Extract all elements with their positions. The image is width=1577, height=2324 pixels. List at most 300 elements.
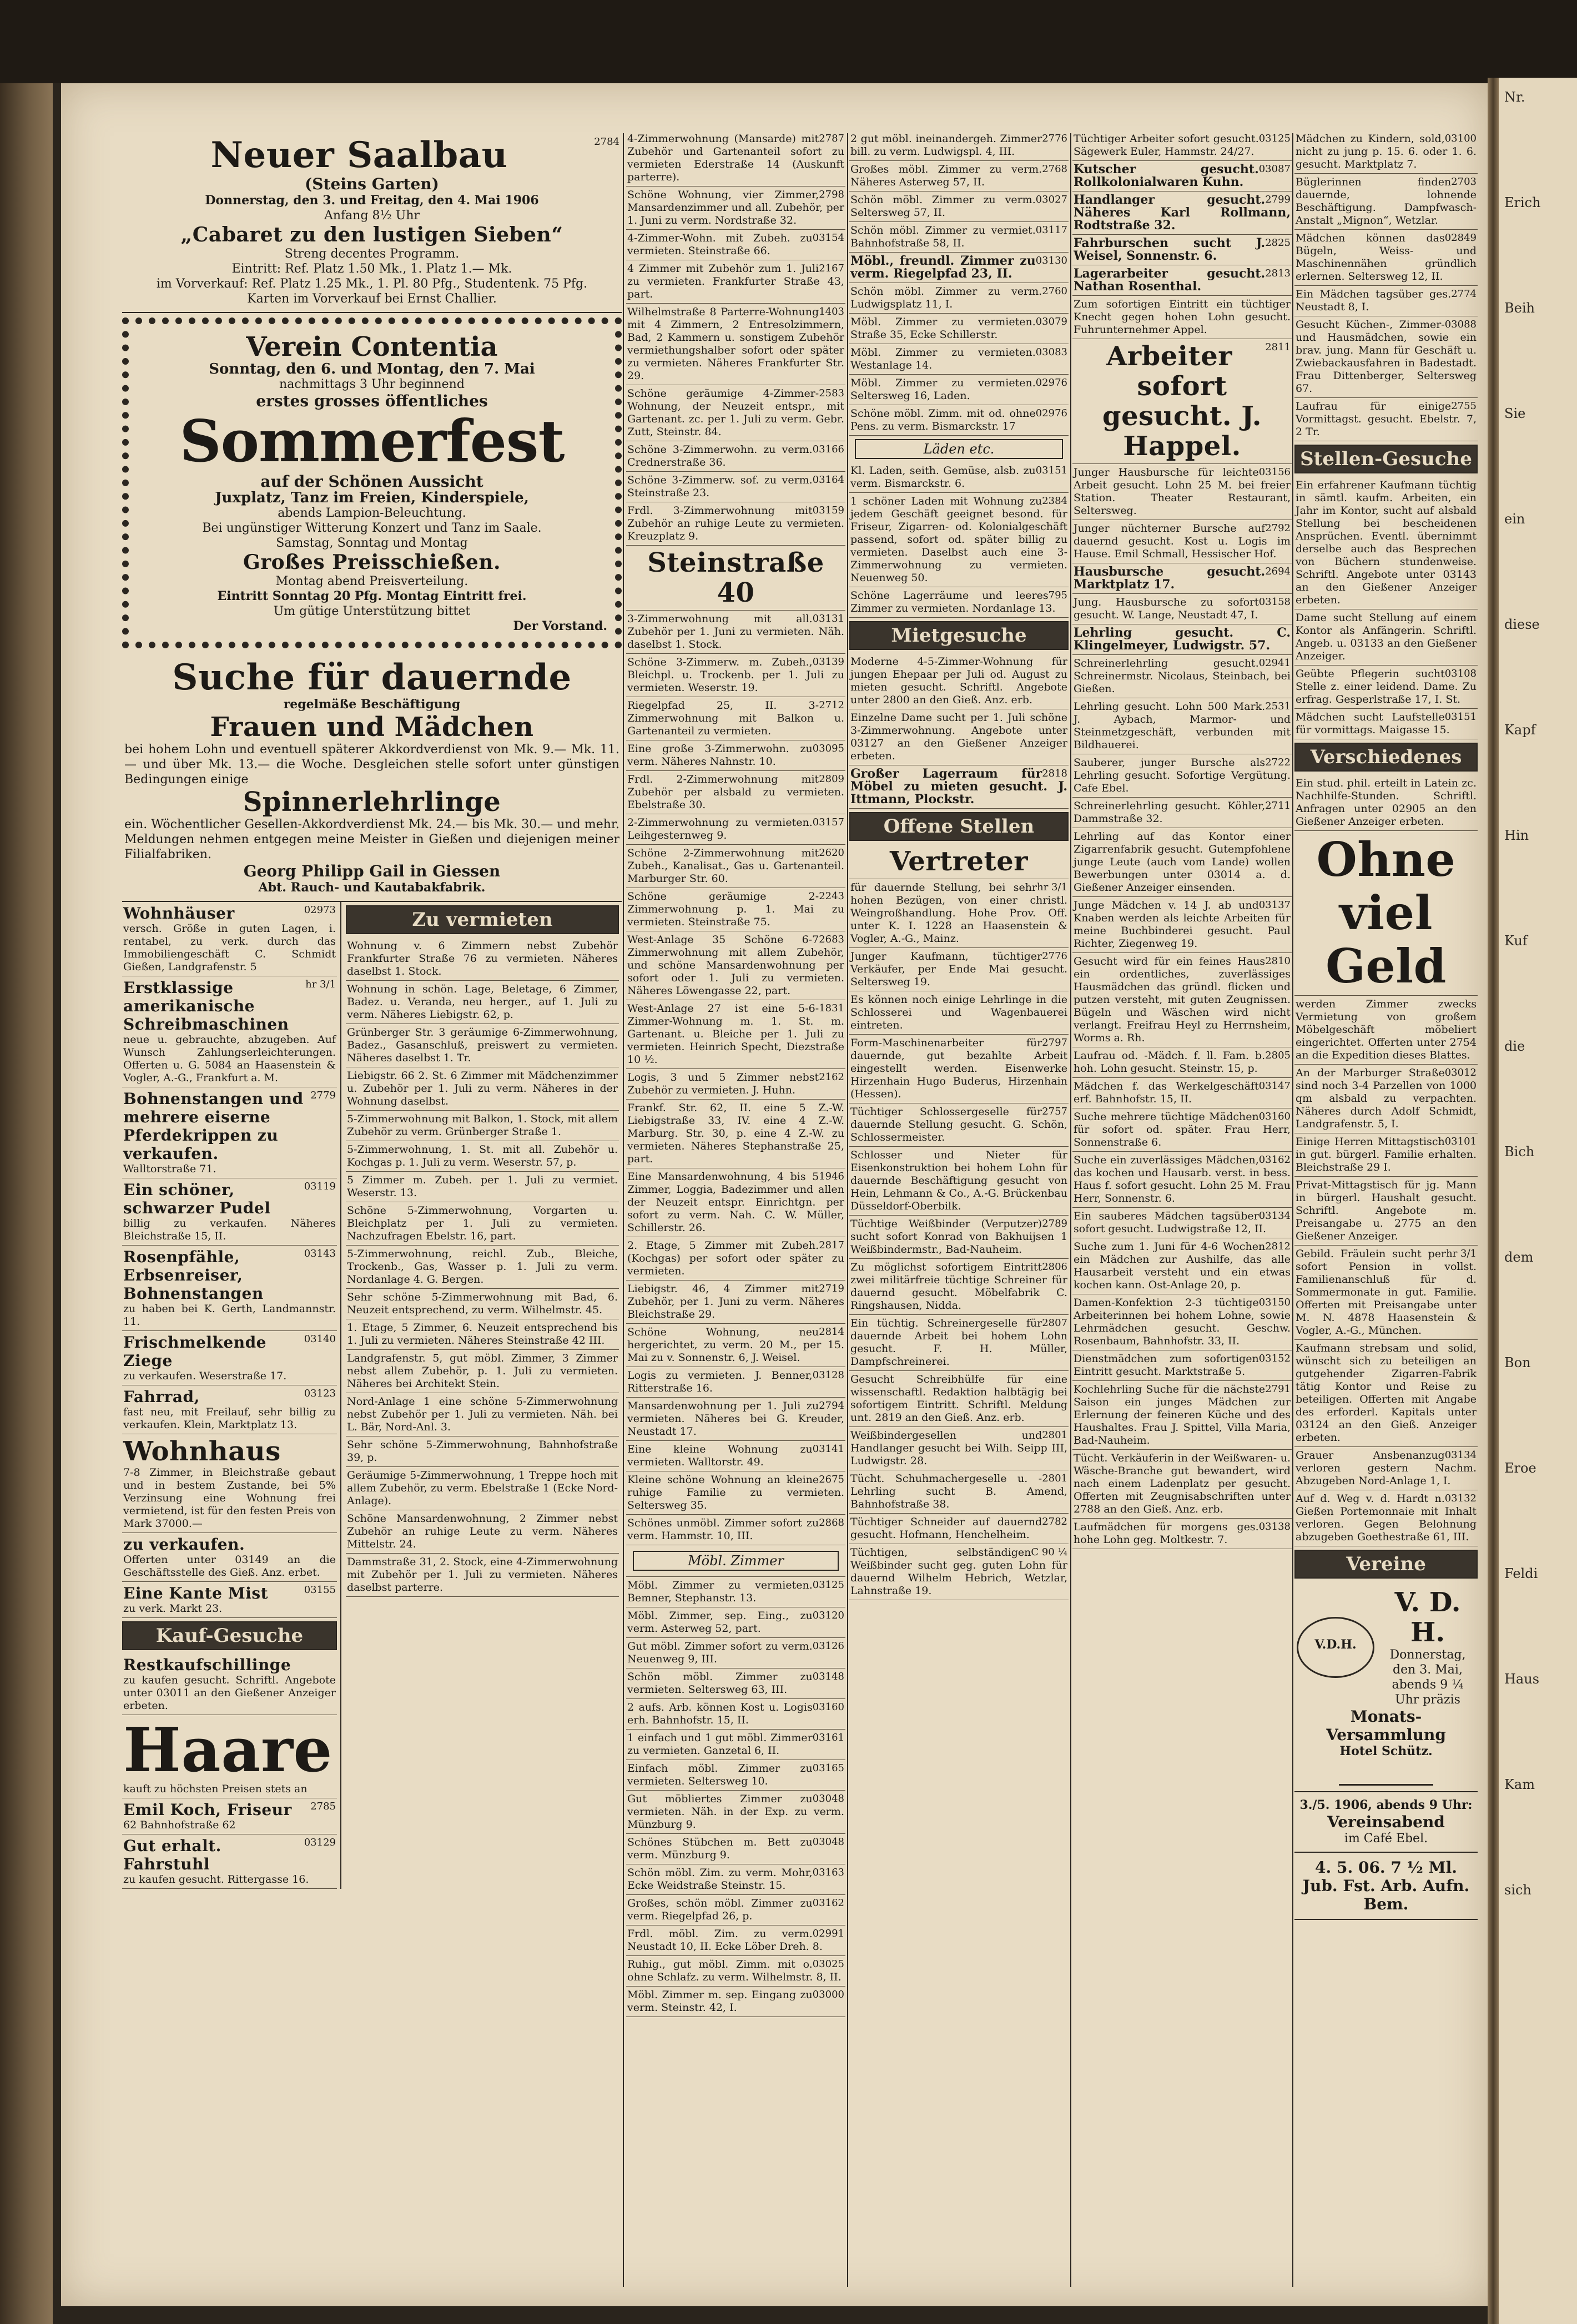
ad-text: Eine kleine Wohnung zu vermieten. Walltorstr. 49. [627, 1443, 813, 1468]
ad-number: 2694 [1265, 566, 1291, 577]
ad-text: Dienstmädchen zum sofortigen Eintritt gesucht. Marktstraße 5. [1074, 1353, 1259, 1378]
classified-ad [122, 1582, 337, 1618]
next-page-fragment [1499, 78, 1577, 2324]
classified-ad [626, 1607, 845, 1638]
classified-ad [1294, 1133, 1478, 1177]
classified-ad [1294, 775, 1478, 831]
ad-text: Gut möbliertes Zimmer zu vermieten. Näh. in der Exp. zu verm. Münzburg 9. [627, 1793, 844, 1831]
next-page-word: Eroe [1504, 1460, 1536, 1476]
ad-text: fast neu, mit Freilauf, sehr billig zu verkaufen. Klein, Marktplatz 13. [123, 1406, 336, 1431]
classified-ad [1072, 1108, 1292, 1152]
classified-ad [346, 1510, 619, 1554]
ad-number: 03157 [812, 816, 844, 828]
vereinsabend-ad [1294, 1792, 1478, 1853]
ad-number: 2683 [819, 934, 844, 945]
ad-text: neue u. gebrauchte, abzugeben. Auf Wunsch Zahlungserleichterungen. Offerten u. G. 5084 an Haasenstein & Vogler, A.-G., Frankfurt a. M. [123, 1034, 336, 1084]
classified-ad [1294, 1246, 1478, 1340]
classified-ad [849, 1315, 1069, 1371]
classified-ad [849, 1470, 1069, 1514]
ad-number: 2792 [1265, 522, 1291, 534]
ad-number: 03100 [1444, 133, 1477, 144]
ad-text: Fahrburschen sucht J. Weisel, Sonnenstr. 6. [1074, 236, 1266, 263]
ad-text: Schön möbl. Zimmer zu vermieten. Seltersweg 63, III. [627, 1671, 813, 1696]
ad-text: 1. Etage, 5 Zimmer, 6. Neuzeit entsprechend bis 1. Juli zu vermieten. Näheres Steinstraße 42 III. [347, 1322, 618, 1347]
next-page-word: Kapf [1504, 722, 1536, 738]
classified-ad [1072, 161, 1292, 191]
ad-number: 2703 [1451, 176, 1477, 188]
ad-text: Schöne möbl. Zimm. mit od. ohne Pens. zu verm. Bismarckstr. 17 [850, 407, 1036, 432]
classified-ad [626, 931, 845, 1000]
jub-date: 4. 5. 06. 7 ½ Ml. [1315, 1858, 1457, 1877]
classified-ad [849, 222, 1069, 253]
offene-stellen-banner: Offene Stellen [849, 812, 1069, 841]
ad-text: Suche ein zuverlässiges Mädchen, das kochen und Hausarb. verst. in bess. Haus f. sofort gesucht. Lohn 25 M. Frau Herr, Sonnenstr. 6. [1074, 1154, 1291, 1204]
ad-text: Schön möbl. Zim. zu verm. Mohr, Ecke Weidstraße Steinstr. 15. [627, 1867, 813, 1892]
ad-text: 4-Zimmer-Wohn. mit Zubeh. zu vermieten. Steinstraße 66. [627, 232, 813, 257]
ad-number: 03138 [1258, 1521, 1291, 1532]
ad-title: Haare [123, 1714, 332, 1786]
ad-number: 02941 [1258, 657, 1291, 669]
ad-text: Wohnung in schön. Lage, Beletage, 6 Zimmer, Badez. u. Veranda, neu herger., auf 1. Juli zu verm. Näheres Liebigstr. 62, p. [347, 983, 618, 1021]
classified-ad [626, 654, 845, 697]
ad-number: 03123 [304, 1388, 336, 1399]
classified-ad [1072, 1381, 1292, 1450]
column-rule [1070, 133, 1071, 2287]
classified-ad [1072, 624, 1292, 655]
vdh-title: V. D. H. [1394, 1587, 1461, 1648]
ad-text: 2 aufs. Arb. können Kost u. Logis erh. Bahnhofstr. 15, II. [627, 1701, 813, 1726]
vdh-text: Donnerstag, den 3. Mai, abends 9 ¼ Uhr präzis [1389, 1648, 1466, 1707]
classified-ad [626, 1545, 845, 1577]
saalbau-tickets: Karten im Vorverkauf bei Ernst Challier. [247, 292, 497, 306]
contentia-dates: Sonntag, den 6. und Montag, den 7. Mai [209, 361, 535, 377]
classified-ad [1072, 130, 1292, 161]
ad-number: 02973 [304, 904, 336, 916]
ad-text: Wohnung v. 6 Zimmern nebst Zubehör Frankfurter Straße 76 zu vermieten. Näheres daselbst 1. Stock. [347, 940, 618, 977]
ad-text: Logis, 3 und 5 Zimmer nebst Zubehör zu vermieten. J. Huhn. [627, 1071, 819, 1096]
ad-number: 03120 [812, 1610, 844, 1621]
classified-ad [626, 1100, 845, 1168]
classified-ad [122, 1533, 337, 1582]
kauf-gesuche-banner: Kauf-Gesuche [122, 1621, 337, 1650]
ad-number: 03027 [1035, 194, 1067, 205]
classified-ad [1294, 831, 1478, 996]
ad-number: 03000 [812, 1989, 844, 2000]
sommerfest-heading: Sommerfest [179, 407, 565, 475]
classified-ad [346, 1393, 619, 1436]
gail-dept: Abt. Rauch- und Kautabakfabrik. [258, 880, 486, 895]
ad-text: 2. Etage, 5 Zimmer mit Zubeh. (Kochgas) per sofort oder später zu vermieten. [627, 1239, 844, 1277]
classified-ad [626, 814, 845, 845]
ad-number: 03165 [812, 1762, 844, 1774]
ad-text: Mansardenwohnung per 1. Juli zu vermieten. Näheres bei G. Kreuder, Neustadt 17. [627, 1400, 844, 1438]
ad-text: Schön möbl. Zimmer zu vermiet. Bahnhofstraße 58, II. [850, 224, 1036, 249]
classified-ad [626, 1864, 845, 1895]
classified-ad [346, 1024, 619, 1067]
ad-text: 3-Zimmerwohnung mit all. Zubehör per 1. Juni zu vermieten. Näh. daselbst 1. Stock. [627, 613, 844, 651]
stellen-gesuche-list [1294, 477, 1478, 739]
ad-text: 62 Bahnhofstraße 62 [123, 1819, 236, 1831]
ad-text: Schön möbl. Zimmer zu verm. Ludwigsplatz 11, I. [850, 285, 1042, 310]
classified-ad [122, 1653, 337, 1715]
ad-number: 03137 [1258, 899, 1291, 911]
ad-text: 4-Zimmerwohnung (Mansarde) mit Zubehör und Gartenanteil sofort zu vermieten Ederstraße 14 (Auskunft parterre). [627, 133, 844, 183]
ad-title: Bohnenstangen und mehrere eiserne Pferdekrippen zu verkaufen. [123, 1090, 304, 1163]
ad-text: Tüchtiger Schneider auf dauernd gesucht. Hofmann, Henchelheim. [850, 1516, 1042, 1541]
classified-ad [849, 191, 1069, 222]
saalbau-prices: Eintritt: Ref. Platz 1.50 Mk., 1. Platz 1.— Mk. [231, 262, 512, 276]
saalbau-ad [122, 130, 622, 313]
ad-text: Hausbursche gesucht. Marktplatz 17. [1074, 564, 1266, 592]
ad-number: 03140 [304, 1333, 336, 1345]
classified-ad [1072, 191, 1292, 235]
ad-title: Ein schöner, schwarzer Pudel [123, 1181, 271, 1217]
classified-ad [626, 1638, 845, 1668]
classified-ad [626, 1895, 845, 1925]
ad-number: 03162 [1258, 1154, 1291, 1166]
classified-ad [1072, 698, 1292, 754]
ad-number: 2620 [819, 847, 844, 859]
ad-text: Einfach möbl. Zimmer zu vermieten. Seltersweg 10. [627, 1762, 813, 1787]
ad-text: Möbl. Zimmer m. sep. Eingang zu verm. Steinstr. 42, I. [627, 1989, 813, 2014]
ad-text: Privat-Mittagstisch für jg. Mann in bürgerl. Haushalt gesucht. Schriftl. Angebote m. Preisangabe u. 2775 an den Gießener Anzeiger. [1296, 1179, 1477, 1242]
ad-text: Tüchtiger Schlossergeselle für dauernde Stellung gesucht. G. Schön, Schlossermeister. [850, 1106, 1067, 1143]
ad-text: Es können noch einige Lehrlinge in die Schlosserei und Wagenbauerei eintreten. [850, 994, 1067, 1031]
ad-text: versch. Größe in guten Lagen, i. rentabel, zu verk. durch das Immobiliengeschäft C. Schmidt Gießen, Landgrafenstr. 5 [123, 922, 336, 973]
classified-ad [122, 902, 337, 976]
ad-text: Junger Hausbursche für leichte Arbeit gesucht. Lohn 25 M. bei freier Station. Theater Restaurant, Seltersweg. [1074, 466, 1291, 517]
ad-number: 03166 [812, 443, 844, 455]
ad-text: Grünberger Str. 3 geräumige 6-Zimmerwohnung, Badez., Gasanschluß, preiswert zu vermieten. Näheres daselbst 1. Tr. [347, 1026, 618, 1064]
ad-number: 2755 [1451, 400, 1477, 412]
ad-text: Schöne geräumige 2-Zimmerwohnung p. 1. Mai zu vermieten. Steinstraße 75. [627, 890, 844, 928]
ad-number: 03163 [812, 1867, 844, 1878]
ad-text: Lehrling gesucht. Lohn 500 Mark. J. Aybach, Marmor- und Steinmetzgeschäft, verbunden mit Bildhauerei. [1074, 700, 1291, 751]
ad-number: 03134 [1258, 1210, 1291, 1222]
ad-text: Möbl. Zimmer [633, 1551, 839, 1571]
next-page-text [1499, 78, 1577, 1998]
ad-text: Laufmädchen für morgens ges. hohe Lohn geg. Moltkestr. 7. [1074, 1521, 1259, 1546]
ad-text: Junge Mädchen v. 14 J. ab und Knaben werden als leichte Arbeiten für meine Buchbinderei gesucht. Paul Richter, Ziegenweg 19. [1074, 899, 1291, 950]
ad-text: Büglerinnen finden dauernde, lohnende Beschäftigung. Dampfwasch-Anstalt „Mignon“, Wetzlar. [1296, 176, 1477, 226]
classified-ad [346, 1289, 619, 1319]
ad-number: 1831 [819, 1002, 844, 1014]
vereinsabend-title: Vereinsabend [1327, 1813, 1445, 1831]
ad-text: Arbeiter sofort gesucht. J. Happel. [1102, 341, 1262, 462]
jub-ad [1294, 1853, 1478, 1920]
contentia-evening: abends Lampion-Beleuchtung. [278, 506, 466, 520]
classified-ad [849, 1035, 1069, 1103]
ad-text: Liebigstr. 46, 4 Zimmer mit Zubehör, per 1. Juni zu verm. Näheres Bleichstraße 29. [627, 1283, 844, 1320]
book-spine-edge [0, 83, 53, 2324]
ad-text: Form-Maschinenarbeiter für dauernde, gut bezahlte Arbeit eingestellt werden. Eisenwerke Hirzenhain Hugo Buderus, Hirzenhain (Hessen). [850, 1037, 1067, 1100]
classified-ad [626, 1834, 845, 1864]
classified-ad [849, 991, 1069, 1035]
ad-text: zu kaufen gesucht. Rittergasse 16. [123, 1873, 309, 1886]
classified-ad [626, 472, 845, 502]
classified-ad [626, 502, 845, 546]
ad-number: hr 3/1 [1446, 1248, 1477, 1259]
ad-text: Lehrling gesucht. C. Klingelmeyer, Ludwigstr. 57. [1074, 626, 1291, 653]
classified-ad [1294, 1340, 1478, 1447]
classified-ad [849, 493, 1069, 587]
ad-number: 03141 [812, 1443, 844, 1455]
classified-ad [626, 845, 845, 888]
gail-firm: Georg Philipp Gail in Giessen [243, 862, 501, 880]
column-rule [623, 133, 624, 2287]
classified-ad [122, 1087, 337, 1178]
ad-text: Logis zu vermieten. J. Benner, Ritterstraße 16. [627, 1369, 813, 1394]
classified-ad [626, 1441, 845, 1471]
ad-number: 03087 [1258, 163, 1291, 175]
ad-number: 2817 [819, 1239, 844, 1251]
classified-ad [849, 844, 1069, 879]
ad-number: 2768 [1042, 163, 1067, 175]
ad-number: 2776 [1042, 133, 1067, 144]
ad-text: Tüchtige Weißbinder (Verputzer) sucht sofort Konrad von Bakhuijsen 1 Weißbindermstr., Bad-Nauheim. [850, 1218, 1067, 1256]
verschiedenes-banner: Verschiedenes [1294, 743, 1478, 772]
ad-number: 2675 [819, 1474, 844, 1485]
classified-ad [1072, 235, 1292, 265]
classified-ad [1072, 1350, 1292, 1381]
ad-text: Junger Kaufmann, tüchtiger Verkäufer, per Ende Mai gesucht. Seltersweg 19. [850, 950, 1067, 988]
ad-number: 03095 [812, 743, 844, 754]
contentia-days: Samstag, Sonntag und Montag [276, 536, 468, 550]
next-page-word: die [1504, 1039, 1525, 1054]
stellen-gesuche-banner: Stellen-Gesuche [1294, 445, 1478, 473]
ad-text: Liebigstr. 66 2. St. 6 Zimmer mit Mädchenzimmer u. Zubehör per 1. Juli zu verm. Näheres in der Wohnung daselbst. [347, 1070, 618, 1107]
classified-ad [626, 260, 845, 304]
ad-text: zu verkaufen. Weserstraße 17. [123, 1370, 287, 1382]
contentia-title: Verein Contentia [246, 331, 498, 362]
ad-number: 03119 [304, 1181, 336, 1192]
classified-ad [346, 1467, 619, 1510]
ad-text: Möbl. Zimmer zu vermieten. Straße 35, Ecke Schillerstr. [850, 316, 1036, 341]
ad-number: 1403 [819, 306, 844, 317]
classified-ad [849, 765, 1069, 809]
classified-ad [626, 1168, 845, 1237]
ad-text: Moderne 4-5-Zimmer-Wohnung für jungen Ehepaar per Juli od. August zu mieten gesucht. Schriftl. Angebote unter 2800 an den Gieß. Anz. erb. [850, 656, 1067, 706]
classified-ad [626, 1730, 845, 1760]
ad-number: 03025 [812, 1958, 844, 1970]
ad-number: 2868 [819, 1517, 844, 1529]
ad-number: 03130 [1035, 255, 1067, 266]
ad-text: Schöne 3-Zimmerw. m. Zubeh., Bleichpl. u. Trockenb. per 1. Juli zu vermieten. Weserstr. 19. [627, 656, 844, 694]
ad-number: 02849 [1444, 232, 1477, 244]
contentia-ask: Um gütige Unterstützung bittet [273, 604, 471, 618]
laden-label: Läden etc. [855, 439, 1063, 459]
classified-ad [1072, 798, 1292, 828]
classified-ad [626, 1281, 845, 1324]
ad-text: Schreinerlehrling gesucht. Köhler, Dammstraße 32. [1074, 800, 1266, 825]
ad-number: C 90 ¼ [1031, 1546, 1067, 1558]
ad-number: 03155 [304, 1584, 336, 1596]
ad-text: Jung. Hausbursche zu sofort gesucht. W. Lange, Neustadt 47, I. [1074, 596, 1259, 621]
ad-number: 03131 [812, 613, 844, 624]
next-page-word: sich [1504, 1882, 1531, 1898]
ad-text: Großes, schön möbl. Zimmer zu verm. Riegelpfad 26, p. [627, 1897, 813, 1922]
classified-ad [346, 1202, 619, 1246]
ad-number: 03162 [812, 1897, 844, 1909]
saalbau-presale: im Vorverkauf: Ref. Platz 1.25 Mk., 1. Pl. 80 Pfg., Studentenk. 75 Pfg. [156, 277, 588, 291]
ad-number: 03134 [1444, 1449, 1477, 1461]
ad-text: Auf d. Weg v. d. Hardt n. Gießen Portemonnaie mit Inhalt verloren. Gegen Belohnung abzugeben Goethestraße 61, III. [1296, 1493, 1477, 1543]
ad-text: Sehr schöne 5-Zimmerwohnung, Bahnhofstraße 39, p. [347, 1439, 618, 1464]
column-rule [1292, 133, 1293, 2287]
classified-ad [626, 611, 845, 654]
ad-text: Grauer Ansbenanzug verloren gestern Nachm. Abzugeben Nord-Anlage 1, I. [1296, 1449, 1477, 1487]
ad-number: 2801 [1042, 1473, 1067, 1484]
contentia-ad [122, 317, 622, 648]
classified-ad [626, 1791, 845, 1834]
ad-text: Kutscher gesucht. Rollkolonialwaren Kuhn. [1074, 162, 1259, 189]
ad-text: Frdl. möbl. Zim. zu verm. Neustadt 10, II. Ecke Löber Dreh. 8. [627, 1928, 823, 1953]
classified-ad [626, 1398, 845, 1441]
ad-number: 2774 [1451, 288, 1477, 300]
classified-ad [346, 937, 619, 981]
ad-text: Vertreter [889, 846, 1029, 877]
ad-text: 5-Zimmerwohnung, 1. St. mit all. Zubehör u. Kochgas p. 1. Juli zu verm. Weserstr. 57, p. [347, 1143, 618, 1168]
ad-text: Walltorstraße 71. [123, 1163, 216, 1175]
ad-number: 2806 [1042, 1261, 1067, 1273]
ad-text: Suche mehrere tüchtige Mädchen für sofort od. später. Frau Herr, Sonnenstraße 6. [1074, 1111, 1291, 1148]
ad-number: 02976 [1035, 377, 1067, 389]
ad-text: Möbl. Zimmer zu vermieten. Seltersweg 16, Laden. [850, 377, 1036, 402]
ad-number: 2760 [1042, 285, 1067, 297]
ad-text: West-Anlage 27 ist eine 5-6-Zimmer-Wohnung m. 1. St. m. Gartenant. u. Bleiche per 1. Juli zu vermieten. Heinrich Specht, Diezstraße 10 ½. [627, 1002, 844, 1066]
ad-text: Frdl. 3-Zimmerwohnung mit Zubehör an ruhige Leute zu vermieten. Kreuzplatz 9. [627, 505, 844, 542]
classified-ad [626, 697, 845, 740]
classified-ad [1294, 1490, 1478, 1546]
ad-number: 03150 [1258, 1297, 1291, 1308]
classified-ad [626, 1324, 845, 1367]
ad-number: 2798 [819, 189, 844, 200]
classified-ad [346, 1554, 619, 1597]
classified-ad [1072, 953, 1292, 1047]
classified-ad [626, 186, 845, 230]
ad-text: Ruhig., gut möbl. Zimm. mit o. ohne Schlafz. zu verm. Wilhelmstr. 8, II. [627, 1958, 842, 1983]
ad-text: Sehr schöne 5-Zimmerwohnung mit Bad, 6. Neuzeit entsprechend, zu verm. Wilhelmstr. 45. [347, 1291, 618, 1316]
column-5 [1294, 130, 1478, 2290]
ad-title: Wohnhaus [123, 1436, 281, 1467]
column-rule [847, 133, 848, 2287]
classified-ad [626, 1760, 845, 1791]
classified-ad [1294, 174, 1478, 230]
classified-ad [346, 1141, 619, 1172]
ad-text: Ein sauberes Mädchen tagsüber sofort gesucht. Ludwigstraße 12, II. [1074, 1210, 1267, 1235]
ad-number: 03048 [812, 1793, 844, 1804]
ad-number: 2784 [594, 136, 619, 148]
classified-ad [626, 441, 845, 472]
classified-ad [1294, 130, 1478, 174]
ad-text: Schöne 2-Zimmerwohnung mit Zubeh., Kanalisat., Gas u. Gartenanteil. Marburger Str. 60. [627, 847, 844, 885]
classified-ad [1072, 464, 1292, 520]
ad-number: 2776 [1042, 950, 1067, 962]
next-page-word: Sie [1504, 406, 1526, 421]
next-page-word: Bon [1504, 1355, 1531, 1370]
gail-heading-2: regelmäße Beschäftigung [283, 697, 461, 712]
rentals-block [341, 902, 619, 1889]
ad-text: Möbl. Zimmer zu vermieten. Bemner, Stephanstr. 13. [627, 1579, 813, 1604]
classified-ad [626, 1069, 845, 1100]
ad-number: 03151 [1444, 711, 1477, 723]
saalbau-start: Anfang 8½ Uhr [324, 209, 420, 223]
ad-text: Frdl. 2-Zimmerwohnung mit Zubehör per alsbald zu vermieten. Ebelstraße 30. [627, 773, 844, 811]
classified-ad [849, 879, 1069, 948]
ad-text: Geübte Pflegerin sucht Stelle z. einer leidend. Dame. Zu erfrag. Gesperlstraße 17, I. St. [1296, 668, 1477, 705]
ad-number: hr 3/1 [305, 979, 336, 990]
classified-ad [849, 405, 1069, 436]
ad-text: 5 Zimmer m. Zubeh. per 1. Juli zu vermiet. Weserstr. 13. [347, 1174, 618, 1199]
ad-text: Laufrau für einige Vormittagst. gesucht. Ebelstr. 7, 2 Tr. [1296, 400, 1477, 438]
ad-text: Riegelpfad 25, II. 3-Zimmerwohnung mit Balkon u. Gartenanteil zu vermieten. [627, 699, 844, 737]
ad-number: 2531 [1265, 700, 1291, 712]
contentia-weather: Bei ungünstiger Witterung Konzert und Tanz im Saale. [202, 521, 542, 535]
classified-ad [346, 1246, 619, 1289]
scan-background-top [0, 0, 1577, 83]
column-3 [849, 130, 1069, 2290]
ad-text: Schönes Stübchen m. Bett zu verm. Münzburg 9. [627, 1836, 813, 1861]
ad-text: kauft zu höchsten Preisen stets an [123, 1783, 308, 1795]
ad-number: 03048 [812, 1836, 844, 1848]
saalbau-dates: Donnerstag, den 3. und Freitag, den 4. Mai 1906 [205, 193, 539, 208]
job-ads-list [1294, 130, 1478, 441]
ad-text: Ein tüchtig. Schreinergeselle für dauernde Arbeit bei hohem Lohn gesucht. F. H. Müller, Dampfschreinerei. [850, 1317, 1067, 1368]
classified-ad [626, 230, 845, 260]
classified-ad [849, 1103, 1069, 1147]
ad-number: 03125 [1258, 133, 1291, 144]
ad-number: 03132 [1444, 1493, 1477, 1504]
ad-text: Suche zum 1. Juni für 4-6 Wochen ein Mädchen zur Aushilfe, das alle Hausarbeit versteht und ein etwas kochen kann. Ost-Anlage 20, p. [1074, 1241, 1291, 1291]
ad-number: 2818 [1042, 768, 1067, 779]
ad-number: 2799 [1265, 194, 1291, 205]
ad-text: Mädchen sucht Laufstelle für vormittags. Maigasse 15. [1296, 711, 1450, 736]
ad-title: Restkaufschillinge [123, 1656, 291, 1674]
ad-text: für dauernde Stellung, bei sehr hohen Bezügen, von einer christl. Weingroßhandlung. Hohe Prov. Off. unter K. I. 1228 an Haasenstein & Vogler, A.-G., Mainz. [850, 881, 1067, 945]
classified-ad [849, 1371, 1069, 1427]
contentia-time: nachmittags 3 Uhr beginnend [279, 377, 465, 391]
classified-ad [1072, 828, 1292, 897]
ad-text: Eine große 3-Zimmerwohn. zu verm. Näheres Nahnstr. 10. [627, 743, 813, 768]
contentia-entry: Eintritt Sonntag 20 Pfg. Montag Eintritt frei. [217, 589, 527, 603]
vdh-emblem-icon: V.D.H. [1297, 1617, 1374, 1678]
ad-number: 03160 [1258, 1111, 1291, 1122]
classified-ad [849, 948, 1069, 991]
ad-number: 03151 [1035, 465, 1067, 476]
column-1-lower [122, 902, 622, 1889]
classified-ad [122, 1331, 337, 1385]
ad-text: 5-Zimmerwohnung mit Balkon, 1. Stock, mit allem Zubehör zu verm. Grünberger Straße 1. [347, 1113, 618, 1138]
ad-text: Mädchen f. das Werkelgeschäft erf. Bahnhofstr. 15, II. [1074, 1080, 1259, 1105]
ad-text: Schöne 3-Zimmerwohn. zu verm. Crednerstraße 36. [627, 443, 813, 468]
ad-text: Tüchtiger Arbeiter sofort gesucht. Sägewerk Euler, Hammstr. 24/27. [1074, 133, 1259, 158]
ad-text: Frankf. Str. 62, II. eine 5 Z.-W. Liebigstraße 33, IV. eine 4 Z.-W. Marburg. Str. 30, p. eine 4 Z.-W. zu vermieten. Näheres Stephanstraße 25, part. [627, 1102, 844, 1165]
ad-text: Schöne Wohnung, vier Zimmer, Mansardenzimmer und all. Zubehör, per 1. Juni zu verm. Nordstraße 32. [627, 189, 844, 226]
classified-ad [1294, 666, 1478, 709]
ad-text: Geräumige 5-Zimmerwohnung, 1 Treppe hoch mit allem Zubehör, zu verm. Ebelstraße 1 (Ecke Nord-Anlage). [347, 1469, 618, 1507]
gail-heading-1: Suche für dauernde [172, 657, 572, 698]
ad-text: Landgrafenstr. 5, gut möbl. Zimmer, 3 Zimmer nebst allem Zubehör, p. 1. Juli zu vermieten. Näheres bei Architekt Stein. [347, 1352, 618, 1390]
ad-text: Ein erfahrener Kaufmann tüchtig in sämtl. kaufm. Arbeiten, ein Jahr im Kontor, sucht auf alsbald Stellung bei bescheidenen Ansprüchen. Eventl. übernimmt derselbe auch das Besprechen von Büchern stundenweise. Schriftl. Angebote unter 03143 an den Gießener Anzeiger erbeten. [1296, 479, 1477, 606]
classified-ad [346, 1436, 619, 1467]
classified-ad [626, 1956, 845, 1987]
classified-ad [1072, 339, 1292, 464]
next-page-word: Hin [1504, 828, 1529, 843]
next-page-word: ein [1504, 511, 1525, 527]
classified-ad [346, 1172, 619, 1202]
ad-number: 2243 [819, 890, 844, 902]
vereine-banner: Vereine [1294, 1550, 1478, 1579]
